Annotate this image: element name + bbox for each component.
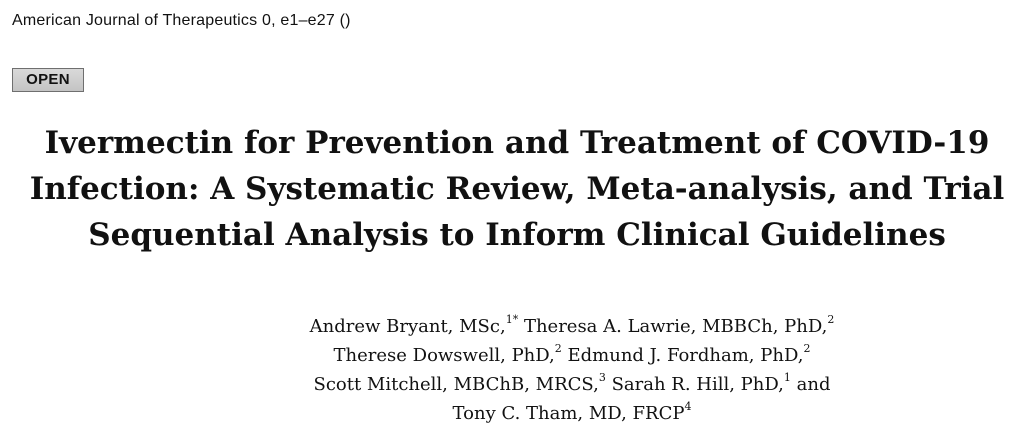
title-line-3: Sequential Analysis to Inform Clinical Guidelines <box>88 217 946 253</box>
author-name: Scott Mitchell, MBChB, MRCS, <box>313 374 599 395</box>
author-name: Andrew Bryant, MSc, <box>309 316 506 337</box>
author-line-3 <box>130 370 1014 399</box>
author-line-1 <box>130 312 1014 341</box>
author-line-2 <box>130 341 1014 370</box>
author-affiliation: 2 <box>554 342 562 355</box>
author-name: Theresa A. Lawrie, MBBCh, PhD, <box>523 316 828 337</box>
author-affiliation: 2 <box>827 313 835 326</box>
author-line-4 <box>130 399 1014 428</box>
author-name: Sarah R. Hill, PhD, <box>611 374 784 395</box>
author-affiliation: 1 <box>783 371 791 384</box>
author-conjunction: and <box>796 374 831 395</box>
journal-citation: American Journal of Therapeutics 0, e1–e27 () <box>12 12 351 29</box>
author-affiliation: 4 <box>684 400 692 413</box>
title-line-2: Infection: A Systematic Review, Meta-analysis, and Trial <box>29 171 1005 207</box>
author-name: Tony C. Tham, MD, FRCP <box>452 403 685 424</box>
author-list <box>130 312 1014 428</box>
author-name: Edmund J. Fordham, PhD, <box>567 345 804 366</box>
author-affiliation: 2 <box>803 342 811 355</box>
article-title <box>20 120 1014 258</box>
open-access-badge: OPEN <box>12 68 84 92</box>
author-affiliation: 3 <box>598 371 606 384</box>
title-line-1: Ivermectin for Prevention and Treatment of COVID-19 <box>44 125 990 161</box>
author-name: Therese Dowswell, PhD, <box>333 345 555 366</box>
author-affiliation: 1* <box>505 313 519 326</box>
